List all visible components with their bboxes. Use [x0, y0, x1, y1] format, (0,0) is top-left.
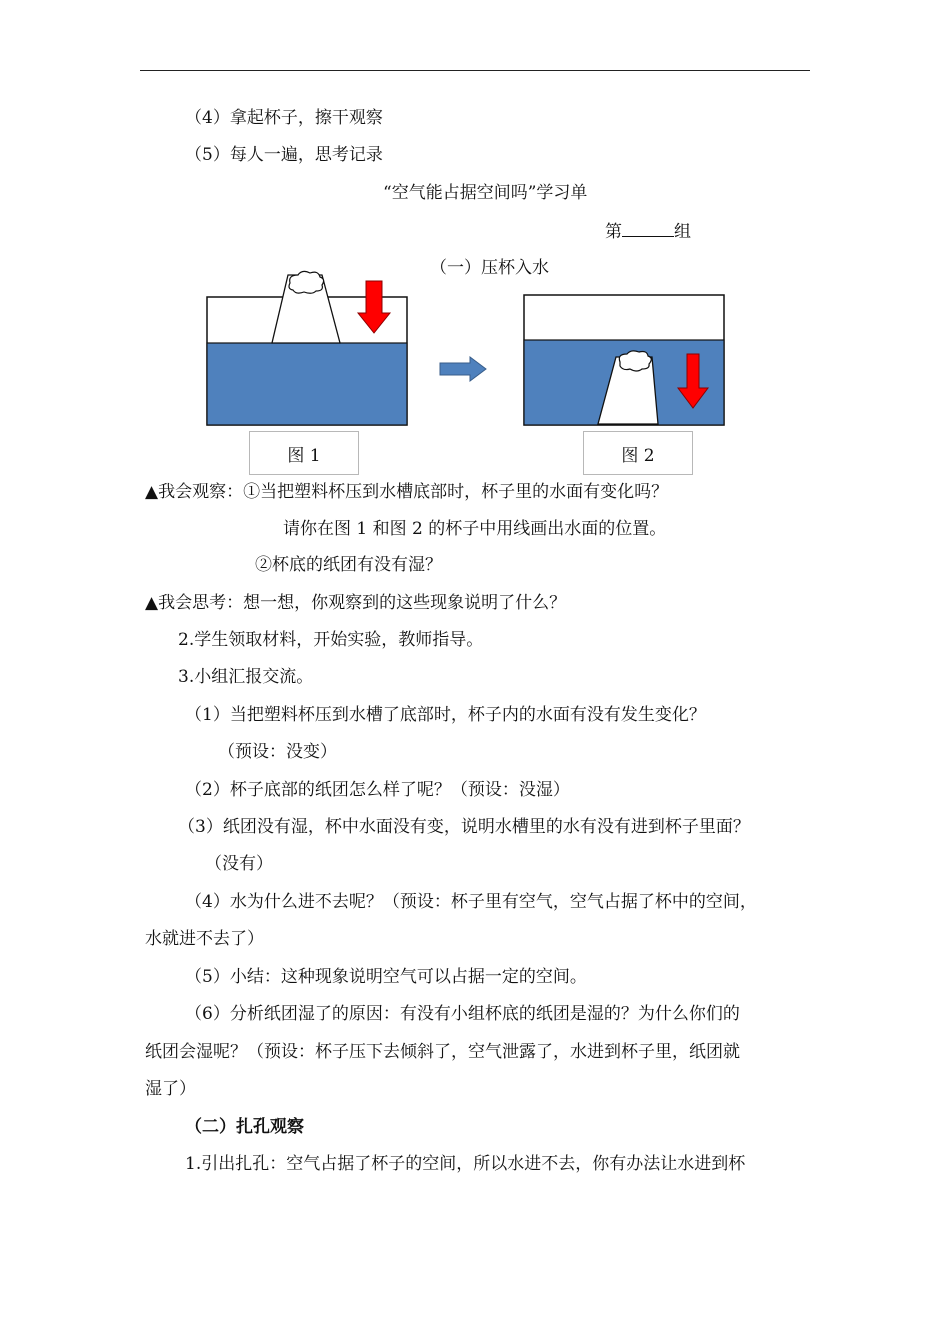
- report-q4-line2: 水就进不去了）: [145, 929, 264, 949]
- report-q1: （1）当把塑料杯压到水槽了底部时，杯子内的水面有没有发生变化？: [185, 705, 706, 725]
- group-field: [605, 218, 691, 244]
- observe-instruction: 请你在图 1 和图 2 的杯子中用线画出水面的位置。: [283, 519, 667, 539]
- worksheet-title: “空气能占据空间吗”学习单: [383, 183, 588, 203]
- report-q6-line3: 湿了）: [145, 1079, 196, 1099]
- group-blank: [622, 218, 674, 237]
- figure-2-caption: 图 2: [583, 431, 693, 475]
- report-q3-answer: （没有）: [205, 854, 273, 874]
- figure-1-caption: 图 1: [249, 431, 359, 475]
- section-2-heading: （二）扎孔观察: [185, 1117, 304, 1137]
- think-question: ▲我会思考：想一想，你观察到的这些现象说明了什么？: [145, 593, 567, 613]
- report-q6-line1: （6）分析纸团湿了的原因：有没有小组杯底的纸团是湿的？为什么你们的: [185, 1004, 740, 1024]
- section-2-step-1: 1.引出扎孔：空气占据了杯子的空间，所以水进不去，你有办法让水进到杯: [185, 1154, 746, 1174]
- observe-question-2: ②杯底的纸团有没有湿？: [255, 555, 442, 575]
- paper-ball-2: [619, 351, 651, 371]
- header-rule: [140, 70, 810, 71]
- observe-question-1: ▲我会观察：①当把塑料杯压到水槽底部时，杯子里的水面有变化吗？: [145, 482, 669, 502]
- step-5: （5）每人一遍，思考记录: [185, 145, 383, 165]
- report-q2: （2）杯子底部的纸团怎么样了呢？（预设：没湿）: [185, 780, 570, 800]
- report-q4-line1: （4）水为什么进不去呢？（预设：杯子里有空气，空气占据了杯中的空间，: [185, 892, 757, 912]
- report-q1-answer: （预设：没变）: [218, 742, 337, 762]
- step-2-materials: 2.学生领取材料，开始实验，教师指导。: [178, 630, 484, 650]
- section-1-heading: （一）压杯入水: [430, 258, 549, 278]
- group-suffix: 组: [674, 222, 691, 242]
- report-summary: （5）小结：这种现象说明空气可以占据一定的空间。: [185, 967, 587, 987]
- group-prefix: 第: [605, 222, 622, 242]
- figure-2-diagram: [520, 290, 730, 430]
- report-q3: （3）纸团没有湿，杯中水面没有变，说明水槽里的水有没有进到杯子里面？: [178, 817, 750, 837]
- figure-1-diagram: [200, 265, 415, 430]
- report-q6-line2: 纸团会湿呢？（预设：杯子压下去倾斜了，空气泄露了，水进到杯子里，纸团就: [145, 1042, 740, 1062]
- right-arrow-icon: [438, 356, 490, 382]
- tank-1-water: [207, 343, 407, 425]
- step-4: （4）拿起杯子，擦干观察: [185, 108, 383, 128]
- step-3-report: 3.小组汇报交流。: [178, 667, 314, 687]
